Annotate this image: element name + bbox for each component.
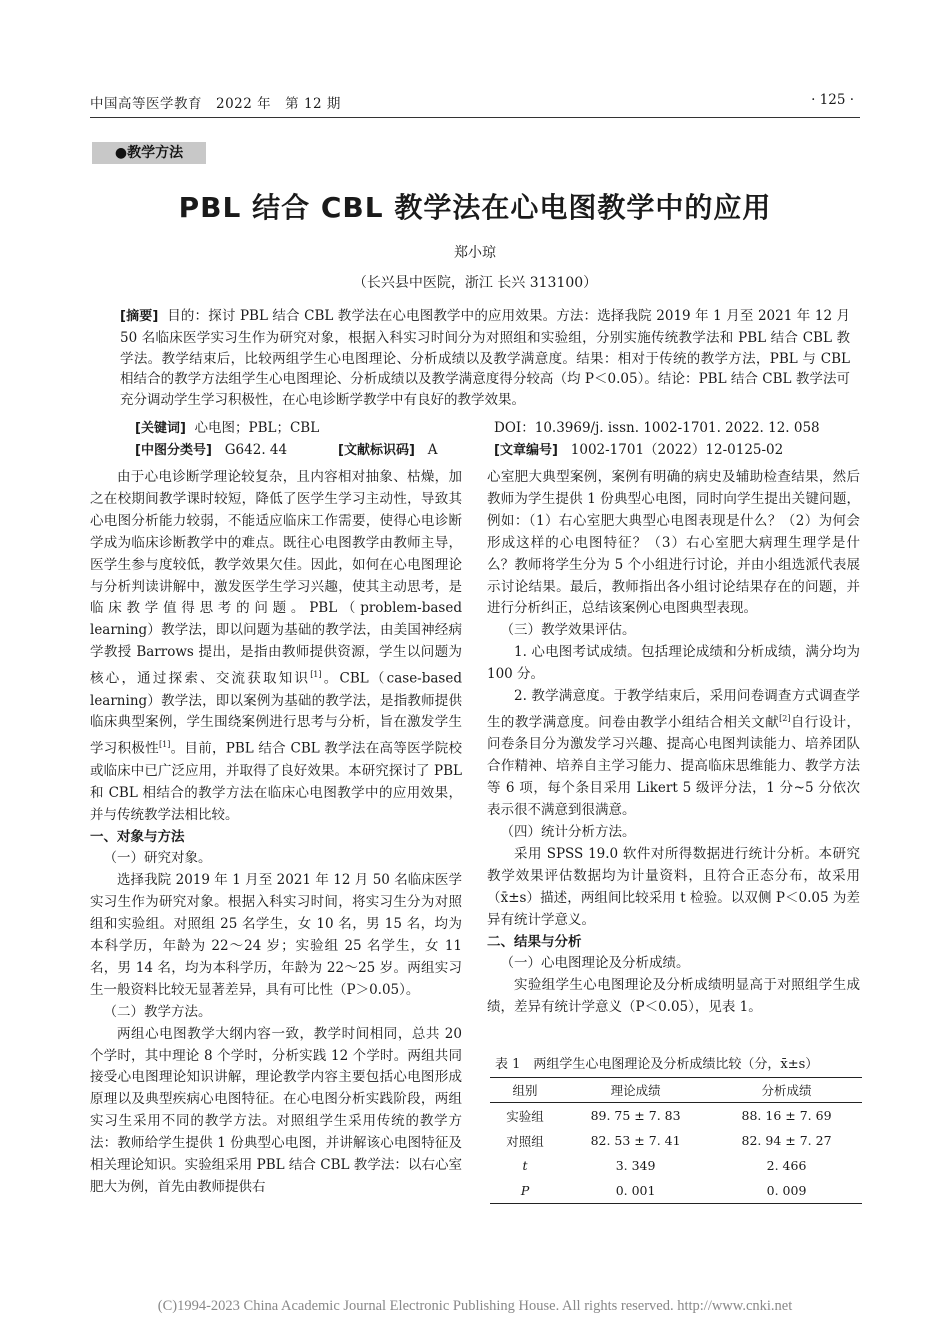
subsection-heading: （二）教学方法。 bbox=[103, 1003, 212, 1020]
body-right-column bbox=[487, 467, 860, 1019]
doi: DOI：10.3969/j. issn. 1002-1701. 2022. 12. 058 bbox=[494, 420, 820, 436]
section-heading: 二、结果与分析 bbox=[487, 933, 582, 950]
table-row bbox=[490, 1153, 862, 1178]
subsection-heading: （一）研究对象。 bbox=[103, 850, 212, 867]
table-header-cell: 理论成绩 bbox=[560, 1078, 711, 1103]
document-code bbox=[338, 440, 438, 461]
keywords-text: 心电图；PBL；CBL bbox=[194, 420, 320, 436]
affiliation: （长兴县中医院，浙江 长兴 313100） bbox=[352, 275, 598, 291]
running-header-journal: 中国高等医学教育 2022 年 第 12 期 bbox=[90, 96, 341, 112]
table-row bbox=[490, 1103, 862, 1129]
subsection-heading: （四）统计分析方法。 bbox=[500, 824, 636, 840]
author: 郑小琼 bbox=[454, 245, 496, 261]
paper-title: PBL 结合 CBL 教学法在心电图教学中的应用 bbox=[178, 191, 772, 224]
statistics-paragraph: 采用 SPSS 19.0 软件对所得数据进行统计分析。本研究教学效果评估数据均为计量资料，且符合正态分布，故采用（x̄±s）描述，两组间比较采用 t 检验。以双侧 P＜0.05 为差异有统计学意义。 bbox=[487, 845, 860, 928]
document-code-value: A bbox=[427, 442, 438, 458]
citation-ref: [1] bbox=[158, 740, 171, 750]
methods-paragraph: 两组心电图教学大纲内容一致，教学时间相同，总共 20 个学时，其中理论 8 个学时，分析实践 12 个学时。两组共同接受心电图理论知识讲解，理论教学内容主要包括心电图形成原理以及典型疾病心电图特征。在心电图分析实践阶段，两组实习生采用不同的教学方法。对照组学生采用传统的教学方法：教师给学生提供 1 份典型心电图，并讲解该心电图特征及相关理论知识。实验组采用 PBL 结合 CBL 教学法：以右心室肥大为例，首先由教师提供右 bbox=[90, 1025, 462, 1195]
table-cell: 89. 75 ± 7. 83 bbox=[590, 1108, 681, 1123]
subsection-heading: （三）教学效果评估。 bbox=[500, 622, 636, 639]
table-header-row bbox=[490, 1078, 862, 1103]
article-number-value: 1002-1701（2022）12-0125-02 bbox=[570, 442, 784, 458]
section-tag: ●教学方法 bbox=[92, 142, 206, 164]
satisfaction-paragraph: 2. 教学满意度。于教学结束后，采用问卷调查方式调查学生的教学满意度。问卷由教学小组结合相关文献[2]自行设计，问卷条目分为激发学习兴趣、提高心电图判读能力、培养团队合作精神、培养自主学习能力、提高临床思维能力、教学方法等 6 项，每个条目采用 Likert 5 级评分法，1 分~5 分依次表示很不满意到很满意。 bbox=[487, 688, 861, 819]
abstract-text: 目的：探讨 PBL 结合 CBL 教学法在心电图教学中的应用效果。方法：选择我院 2019 年 1 月至 2021 年 12 月 50 名临床医学实习生作为研究对象，根据入科实习时间分为对照组和实验组，分别实施传统教学法和 PBL 结合 CBL 教学法。教学结束后，比较两组学生心电图理论、分析成绩以及教学满意度。结果：相对于传统的教学方法，PBL 与 CBL 相结合的教学方法组学生心电图理论、分析成绩以及教学满意度得分较高（均 P＜0.05）。结论：PBL 结合 CBL 教学法可充分调动学生学习积极性，在心电诊断学教学中有良好的教学效果。 bbox=[120, 308, 850, 409]
document-code-label: [文献标识码] bbox=[338, 443, 415, 458]
clc-value: G642. 44 bbox=[224, 442, 288, 458]
table-cell: 实验组 bbox=[506, 1108, 544, 1124]
table-cell: 82. 53 ± 7. 41 bbox=[590, 1133, 681, 1148]
intro-paragraph: 由于心电诊断学理论较复杂，且内容相对抽象、枯燥，加之在校期间教学课时较短，降低了医学生学习主动性，导致其心电图分析能力较弱，不能适应临床工作需要，使得心电诊断学成为临床诊断教学中的难点。既往心电图教学由教师主导，医学生参与度较低，教学效果欠佳。因此，如何在心电图理论与分析判读讲解中，激发医学生学习兴趣，使其主动思考，是临床教学值得思考的问题。PBL（problem-based learning）教学法，即以问题为基础的教学法，由美国神经病学教授 Barrows 提出，是指由教师提供资源，学生以问题为核心，通过探索、交流获取知识[1]。CBL（case-based learning）教学法，即以案例为基础的教学法，是指教师提供临床典型案例，学生围绕案例进行思考与分析，旨在激发学生学习积极性[1]。目前，PBL 结合 CBL 教学法在高等医学院校或临床中已广泛应用，并取得了良好效果。本研究探讨了 PBL 和 CBL 相结合的教学方法在临床心电图教学中的应用效果，并与传统教学法相比较。 bbox=[90, 469, 463, 823]
table-row bbox=[490, 1178, 862, 1204]
table-cell: 0. 001 bbox=[560, 1178, 711, 1204]
table-header-cell: 组别 bbox=[490, 1078, 560, 1103]
table-cell: 88. 16 ± 7. 69 bbox=[741, 1108, 832, 1123]
subsection-heading: （一）心电图理论及分析成绩。 bbox=[500, 955, 690, 972]
clc-label: [中图分类号] bbox=[135, 443, 212, 458]
results-table bbox=[490, 1077, 862, 1204]
article-number-label: [文章编号] bbox=[494, 443, 558, 458]
subjects-paragraph: 选择我院 2019 年 1 月至 2021 年 12 月 50 名临床医学实习生作为研究对象。根据入科实习时间，将实习生分为对照组和实验组。对照组 25 名学生，女 10 名，男 15 名，均为本科学历，年龄为 22～24 岁；实验组 25 名学生，女 11 名，男 14 名，均为本科学历，年龄为 22～25 岁。两组实习生一般资料比较无显著差异，具有可比性（P＞0.05）。 bbox=[90, 872, 462, 998]
table-cell: 3. 349 bbox=[615, 1158, 656, 1173]
table-row bbox=[490, 1128, 862, 1153]
exam-score-paragraph: 1. 心电图考试成绩。包括理论成绩和分析成绩，满分均为 100 分。 bbox=[487, 644, 860, 683]
results-paragraph: 实验组学生心电图理论及分析成绩明显高于对照组学生成绩，差异有统计学意义（P＜0.05），见表 1。 bbox=[487, 977, 860, 1016]
table-cell: P bbox=[490, 1178, 560, 1204]
keywords bbox=[135, 418, 319, 439]
table-cell: 对照组 bbox=[506, 1133, 544, 1149]
table-header-cell: 分析成绩 bbox=[711, 1078, 862, 1103]
section-heading: 一、对象与方法 bbox=[90, 828, 185, 845]
abstract-label: [摘要] bbox=[120, 309, 159, 324]
table-cell: t bbox=[522, 1158, 528, 1173]
table-caption: 表 1 两组学生心电图理论及分析成绩比较（分，x̄±s） bbox=[495, 1057, 819, 1072]
header-divider bbox=[90, 117, 860, 118]
keywords-label: [关键词] bbox=[135, 421, 186, 436]
article-number bbox=[494, 440, 783, 461]
body-left-column bbox=[90, 467, 462, 1199]
copyright-footer: (C)1994-2023 China Academic Journal Electronic Publishing House. All rights reserved. http://www.cnki.net bbox=[157, 1298, 793, 1314]
case-paragraph: 心室肥大典型案例，案例有明确的病史及辅助检查结果，然后教师为学生提供 1 份典型心电图，同时向学生提出关键问题，例如：（1）右心室肥大典型心电图表现是什么？（2）为何会形成这样的心电图特征？（3）右心室肥大病理生理学是什么？教师将学生分为 5 个小组进行讨论，并由小组选派代表展示讨论结果。最后，教师指出各小组讨论结果存在的问题，并进行分析纠正，总结该案例心电图典型表现。 bbox=[487, 469, 860, 617]
table-cell: 82. 94 ± 7. 27 bbox=[741, 1133, 832, 1148]
page-number: · 125 · bbox=[811, 92, 854, 108]
citation-ref: [1] bbox=[310, 670, 322, 680]
abstract bbox=[120, 306, 850, 411]
clc-number bbox=[135, 440, 287, 461]
citation-ref: [2] bbox=[779, 713, 791, 723]
table-cell: 2. 466 bbox=[766, 1158, 807, 1173]
table-cell: 0. 009 bbox=[711, 1178, 862, 1204]
